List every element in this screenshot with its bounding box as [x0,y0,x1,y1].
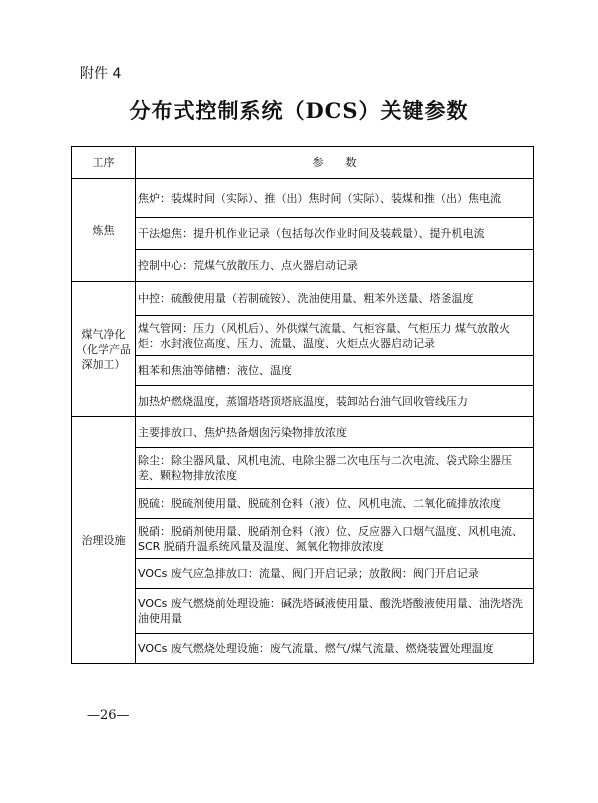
param-cell: 煤气管网：压力（风机后）、外供煤气流量、气柜容量、气柜压力 煤气放散火炬：水封液位高度、压力、流量、温度、火炬点火器启动记录 [136,316,534,356]
param-cell: 干法熄焦：提升机作业记录（包括每次作业时间及装载量）、提升机电流 [136,218,534,250]
param-cell: 焦炉：装煤时间（实际）、推（出）焦时间（实际）、装煤和推（出）焦电流 [136,179,534,218]
table-row [72,250,534,282]
table-header-row [72,147,534,179]
param-cell: VOCs 废气应急排放口：流量、阀门开启记录；放散阀：阀门开启记录 [136,559,534,589]
table-row [72,519,534,559]
table-row [72,218,534,250]
param-cell: VOCs 废气燃烧处理设施：废气流量、燃气/煤气流量、燃烧装置处理温度 [136,634,534,664]
page-number: —26— [87,708,130,723]
table-row [72,356,534,386]
attachment-label: 附件 4 [80,66,122,82]
table-row [72,179,534,218]
param-cell: 脱硝：脱硝剂使用量、脱硝剂仓料（液）位、反应器入口烟气温度、风机电流、SCR 脱硝升温系统风量及温度、氮氧化物排放浓度 [136,519,534,559]
table-row [72,448,534,489]
table-row [72,559,534,589]
param-cell: 脱硫：脱硫剂使用量、脱硫剂仓料（液）位、风机电流、二氧化硫排放浓度 [136,489,534,519]
table-row [72,282,534,316]
param-cell: VOCs 废气燃烧前处理设施：碱洗塔碱液使用量、酸洗塔酸液使用量、油洗塔洗油使用量 [136,589,534,634]
header-process: 工序 [72,147,136,179]
param-cell: 中控：硫酸使用量（若制硫铵）、洗油使用量、粗苯外送量、塔釜温度 [136,282,534,316]
table-row [72,386,534,417]
table-row [72,316,534,356]
table-row [72,634,534,664]
table-row [72,589,534,634]
param-cell: 粗苯和焦油等储槽：液位、温度 [136,356,534,386]
table-row [72,489,534,519]
process-cell-coking: 炼焦 [72,179,136,282]
param-cell: 除尘：除尘器风量、风机电流、电除尘器二次电压与二次电流、袋式除尘器压差、颗粒物排放浓度 [136,448,534,489]
param-cell: 加热炉燃烧温度，蒸馏塔塔顶塔底温度，装卸站台油气回收管线压力 [136,386,534,417]
param-cell: 主要排放口、焦炉热备烟囱污染物排放浓度 [136,417,534,448]
process-cell-treatment: 治理设施 [72,417,136,664]
page-title: 分布式控制系统（DCS）关键参数 [129,98,469,123]
header-params: 参 数 [136,147,534,179]
param-cell: 控制中心：荒煤气放散压力、点火器启动记录 [136,250,534,282]
process-cell-gas-purification: 煤气净化（化学产品深加工） [72,282,136,417]
table-row [72,417,534,448]
dcs-parameter-table [71,146,534,664]
